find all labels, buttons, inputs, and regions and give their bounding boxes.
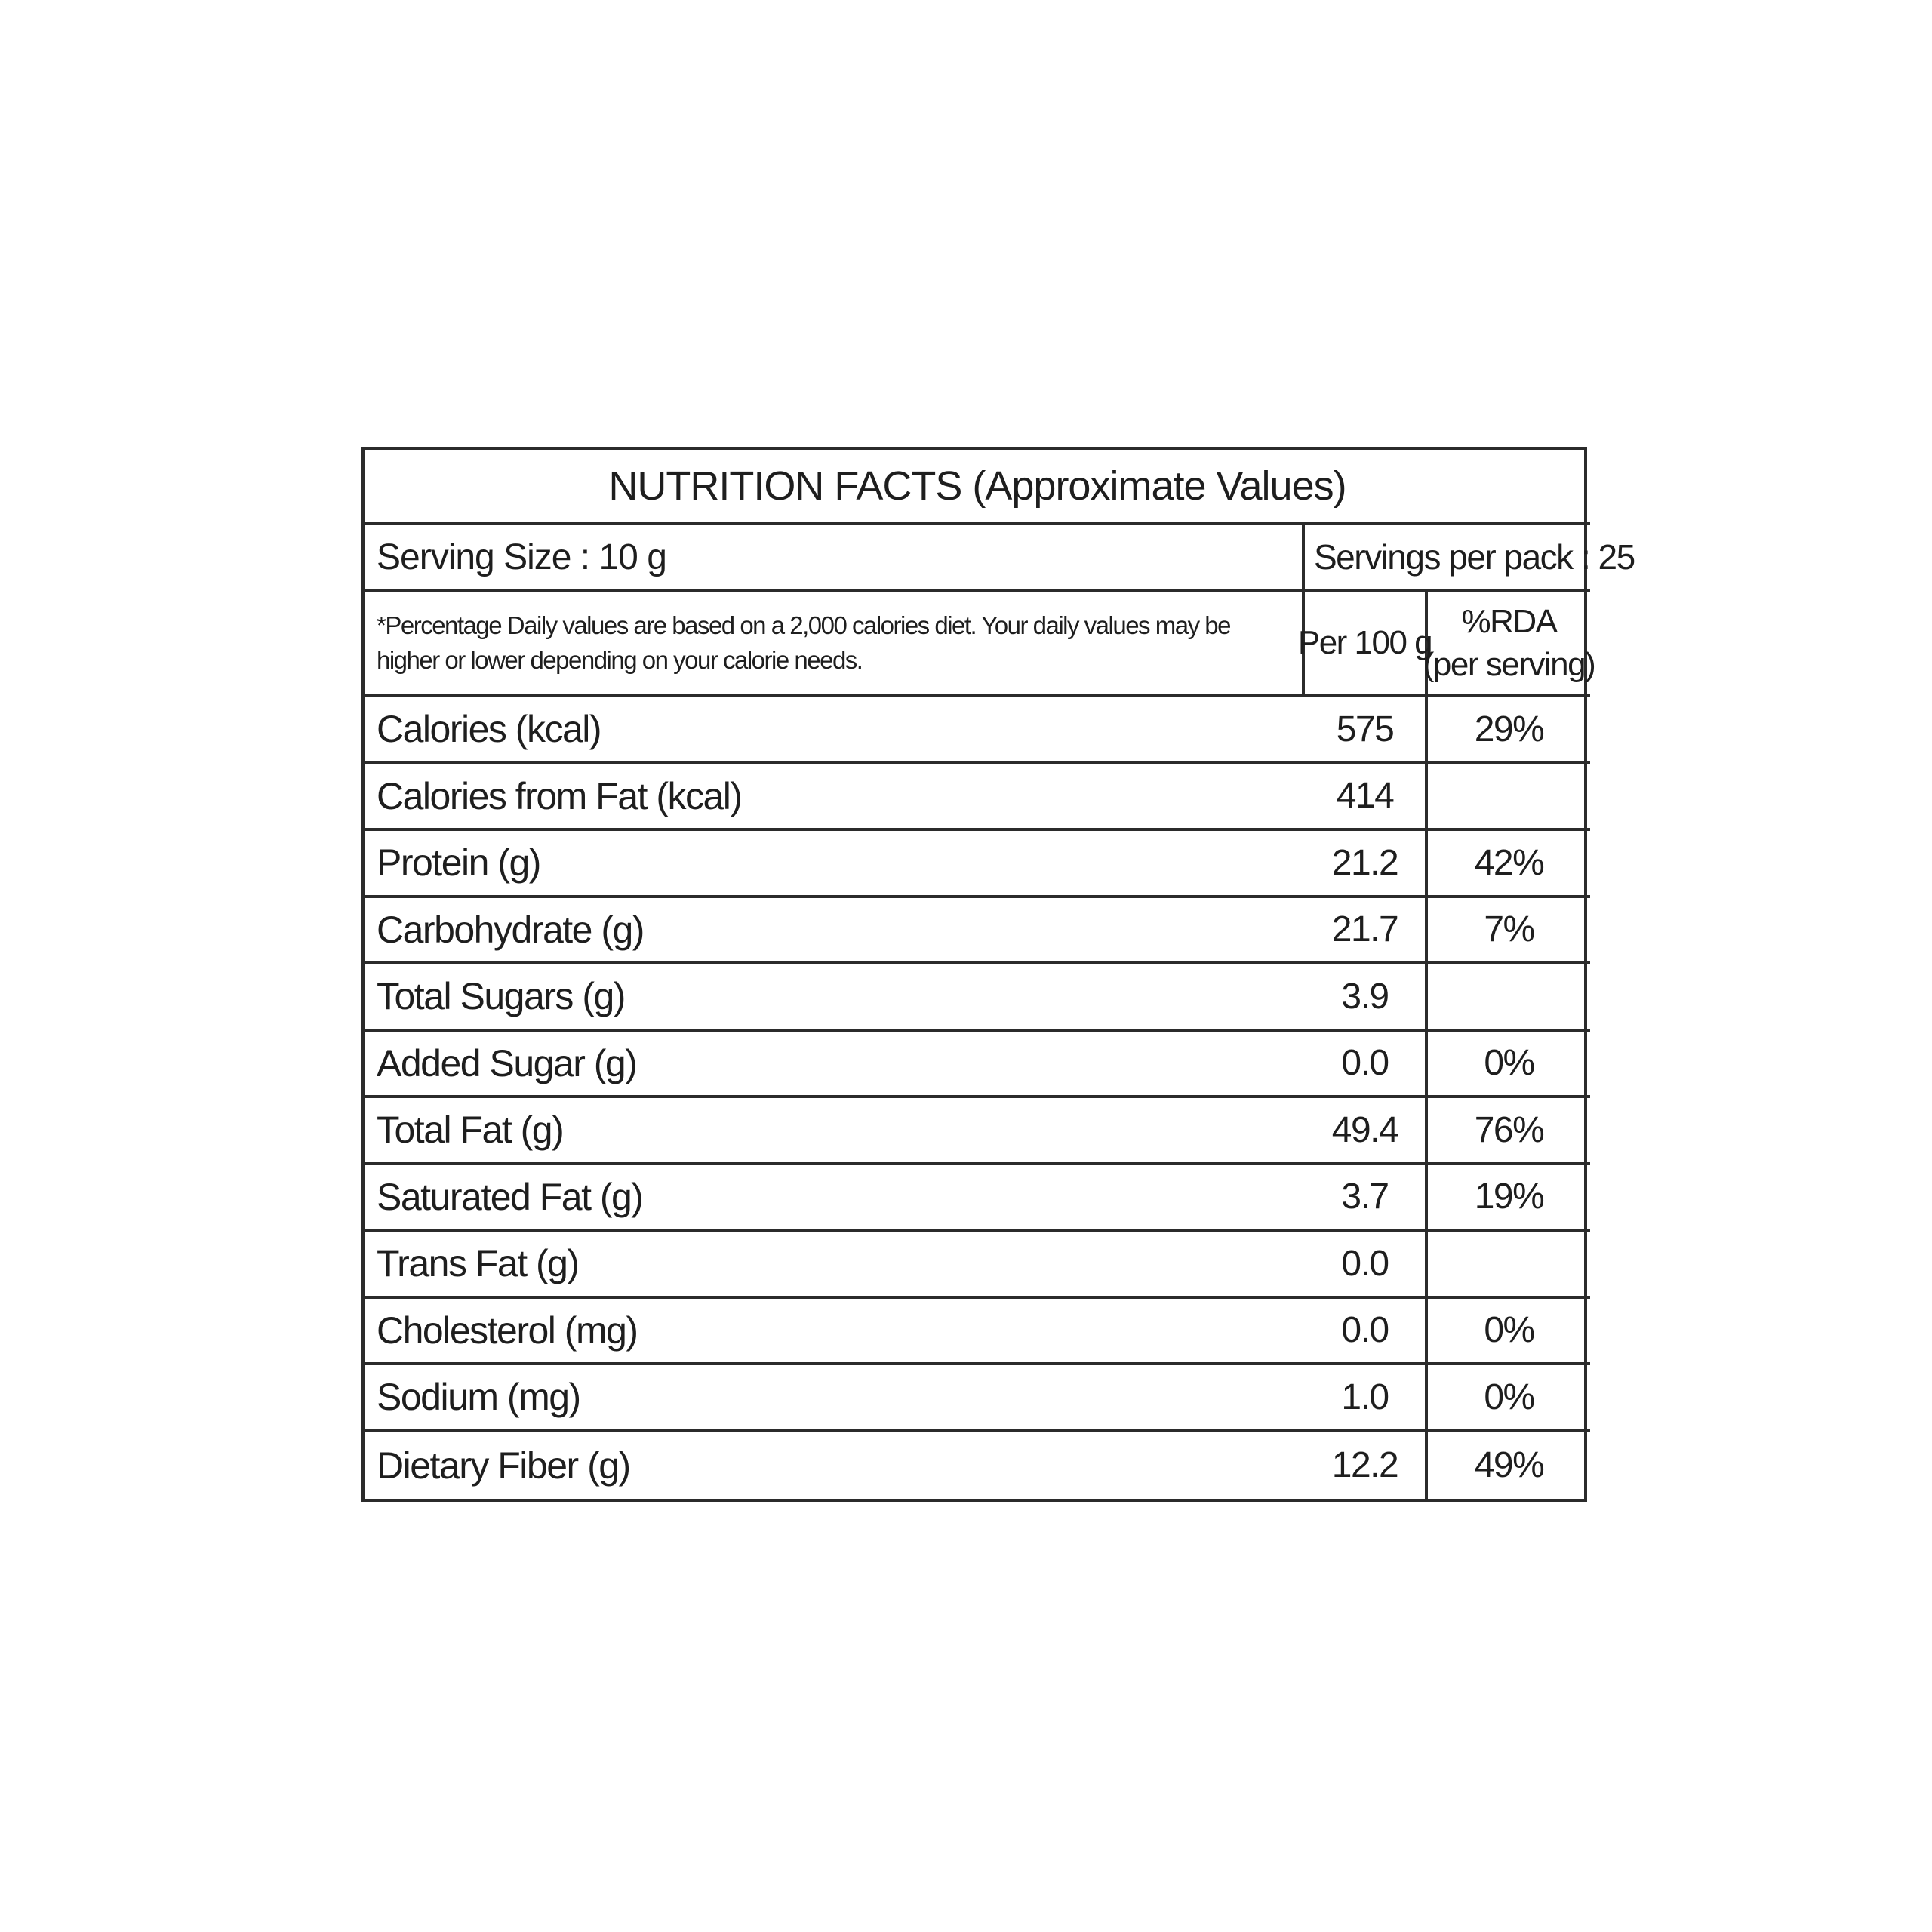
nutrient-per-100g: 21.2	[1305, 831, 1428, 898]
nutrient-label: Total Fat (g)	[365, 1098, 1305, 1165]
nutrient-per-100g: 12.2	[1305, 1432, 1428, 1500]
nutrient-rda	[1428, 764, 1590, 832]
serving-size: Serving Size : 10 g	[365, 525, 1305, 592]
nutrient-label: Calories from Fat (kcal)	[365, 764, 1305, 832]
nutrient-per-100g: 0.0	[1305, 1299, 1428, 1366]
nutrient-rda	[1428, 964, 1590, 1032]
nutrient-per-100g: 0.0	[1305, 1232, 1428, 1299]
nutrient-label: Total Sugars (g)	[365, 964, 1305, 1032]
column-header-rda-line1: %RDA	[1461, 602, 1557, 640]
column-header-rda	[1423, 592, 1595, 697]
column-header-rda-line2: (per serving)	[1423, 646, 1595, 683]
nutrient-per-100g: 3.9	[1305, 964, 1428, 1032]
nutrient-per-100g: 21.7	[1305, 898, 1428, 965]
nutrient-rda: 29%	[1428, 697, 1590, 764]
nutrient-label: Saturated Fat (g)	[365, 1165, 1305, 1232]
nutrient-rda: 49%	[1474, 1445, 1544, 1486]
nutrient-label: Calories (kcal)	[365, 697, 1305, 764]
nutrition-facts-table	[361, 447, 1635, 1502]
nutrient-per-100g: 414	[1305, 764, 1428, 832]
nutrient-rda: 0%	[1428, 1365, 1590, 1432]
nutrient-per-100g: 49.4	[1305, 1098, 1428, 1165]
nutrient-per-100g: 1.0	[1305, 1365, 1428, 1432]
nutrient-rda: 7%	[1428, 898, 1590, 965]
nutrient-rda: 0%	[1428, 1032, 1590, 1099]
nutrient-rda	[1428, 1232, 1590, 1299]
nutrient-rda: 76%	[1428, 1098, 1590, 1165]
nutrient-per-100g: 0.0	[1305, 1032, 1428, 1099]
nutrient-label: Sodium (mg)	[365, 1365, 1305, 1432]
nutrient-label: Cholesterol (mg)	[365, 1299, 1305, 1366]
nutrient-rda: 0%	[1428, 1299, 1590, 1366]
nutrient-label: Trans Fat (g)	[365, 1232, 1305, 1299]
nutrient-per-100g: 575	[1305, 697, 1428, 764]
table-title: NUTRITION FACTS (Approximate Values)	[365, 450, 1590, 525]
nutrient-label: Carbohydrate (g)	[365, 898, 1305, 965]
nutrient-label: Added Sugar (g)	[365, 1032, 1305, 1099]
nutrient-label: Protein (g)	[365, 831, 1305, 898]
daily-values-note: *Percentage Daily values are based on a 2,000 calories diet. Your daily values may be higher or lower depending on your calorie needs.	[365, 592, 1305, 697]
nutrient-label: Dietary Fiber (g)	[377, 1444, 630, 1487]
servings-per-pack: Servings per pack : 25	[1305, 525, 1590, 592]
nutrient-rda: 42%	[1428, 831, 1590, 898]
nutrient-rda: 19%	[1428, 1165, 1590, 1232]
nutrient-per-100g: 3.7	[1305, 1165, 1428, 1232]
column-header-per-100g: Per 100 g	[1305, 592, 1428, 697]
